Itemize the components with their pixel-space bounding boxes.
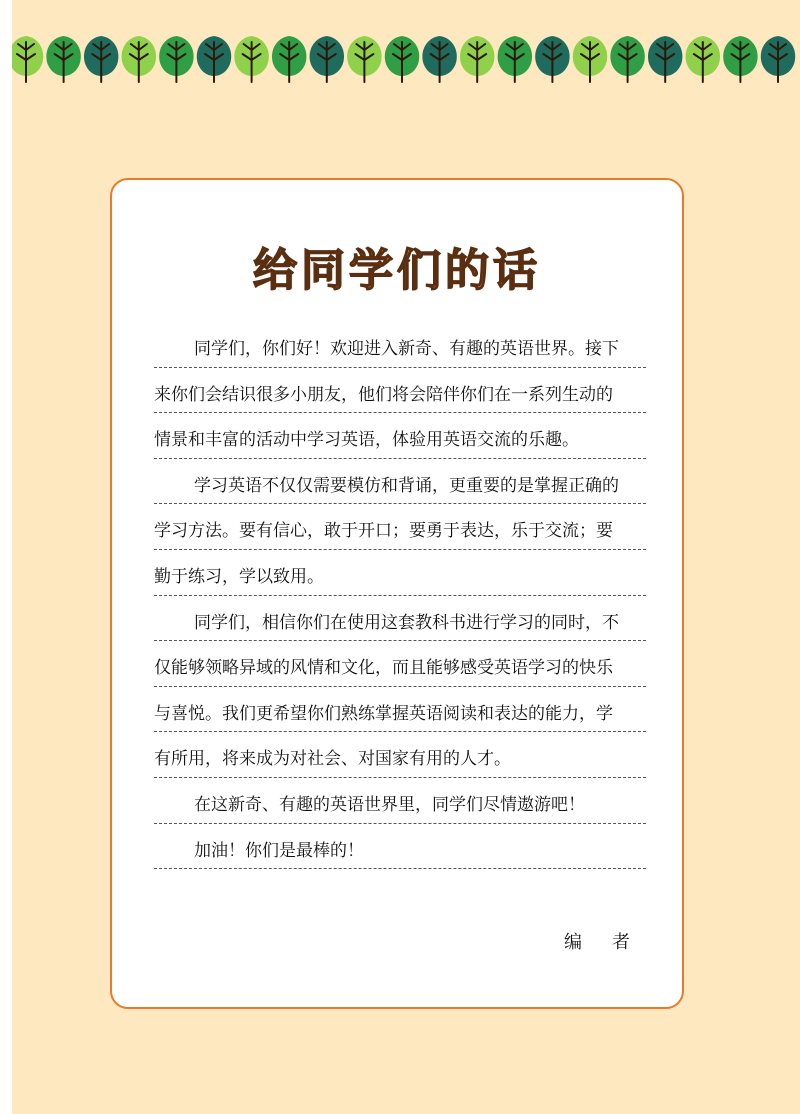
text-line: 在这新奇、有趣的英语世界里，同学们尽情遨游吧！ xyxy=(154,778,646,824)
leaf-border-svg xyxy=(12,22,800,92)
text-line: 仅能够领略异域的风情和文化，而且能够感受英语学习的快乐 xyxy=(154,641,646,687)
letter-title: 给同学们的话 xyxy=(253,245,541,296)
tree-leaf-icon xyxy=(422,36,456,82)
text-line: 情景和丰富的活动中学习英语，体验用英语交流的乐趣。 xyxy=(154,413,646,459)
tree-leaf-icon xyxy=(498,36,532,82)
text-line: 同学们，你们好！欢迎进入新奇、有趣的英语世界。接下 xyxy=(154,322,646,368)
text-line: 与喜悦。我们更希望你们熟练掌握英语阅读和表达的能力，学 xyxy=(154,687,646,733)
tree-leaf-icon xyxy=(272,36,306,82)
tree-leaf-icon xyxy=(723,36,757,82)
text-line: 学习方法。要有信心，敢于开口；要勇于表达，乐于交流；要 xyxy=(154,504,646,550)
tree-leaf-icon xyxy=(234,36,268,82)
page xyxy=(12,0,800,1114)
tree-leaf-icon xyxy=(610,36,644,82)
tree-leaf-icon xyxy=(761,36,795,82)
tree-leaf-icon xyxy=(686,36,720,82)
tree-leaf-icon xyxy=(159,36,193,82)
letter-card xyxy=(110,178,684,1009)
tree-leaf-icon xyxy=(648,36,682,82)
tree-leaf-icon xyxy=(573,36,607,82)
text-line: 有所用，将来成为对社会、对国家有用的人才。 xyxy=(154,732,646,778)
tree-leaf-icon xyxy=(122,36,156,82)
tree-leaf-icon xyxy=(347,36,381,82)
leaf-border xyxy=(12,22,800,92)
text-line: 勤于练习，学以致用。 xyxy=(154,550,646,596)
tree-leaf-icon xyxy=(197,36,231,82)
text-line: 加油！你们是最棒的！ xyxy=(154,824,646,870)
text-line: 学习英语不仅仅需要模仿和背诵，更重要的是掌握正确的 xyxy=(154,459,646,505)
letter-signature: 编 者 xyxy=(564,932,636,953)
text-line: 同学们，相信你们在使用这套教科书进行学习的同时，不 xyxy=(154,596,646,642)
tree-leaf-icon xyxy=(310,36,344,82)
text-line: 来你们会结识很多小朋友，他们将会陪伴你们在一系列生动的 xyxy=(154,368,646,414)
tree-leaf-icon xyxy=(46,36,80,82)
tree-leaf-icon xyxy=(12,36,43,82)
tree-leaf-icon xyxy=(385,36,419,82)
tree-leaf-icon xyxy=(535,36,569,82)
tree-leaf-icon xyxy=(460,36,494,82)
tree-leaf-icon xyxy=(84,36,118,82)
letter-body xyxy=(154,322,646,869)
